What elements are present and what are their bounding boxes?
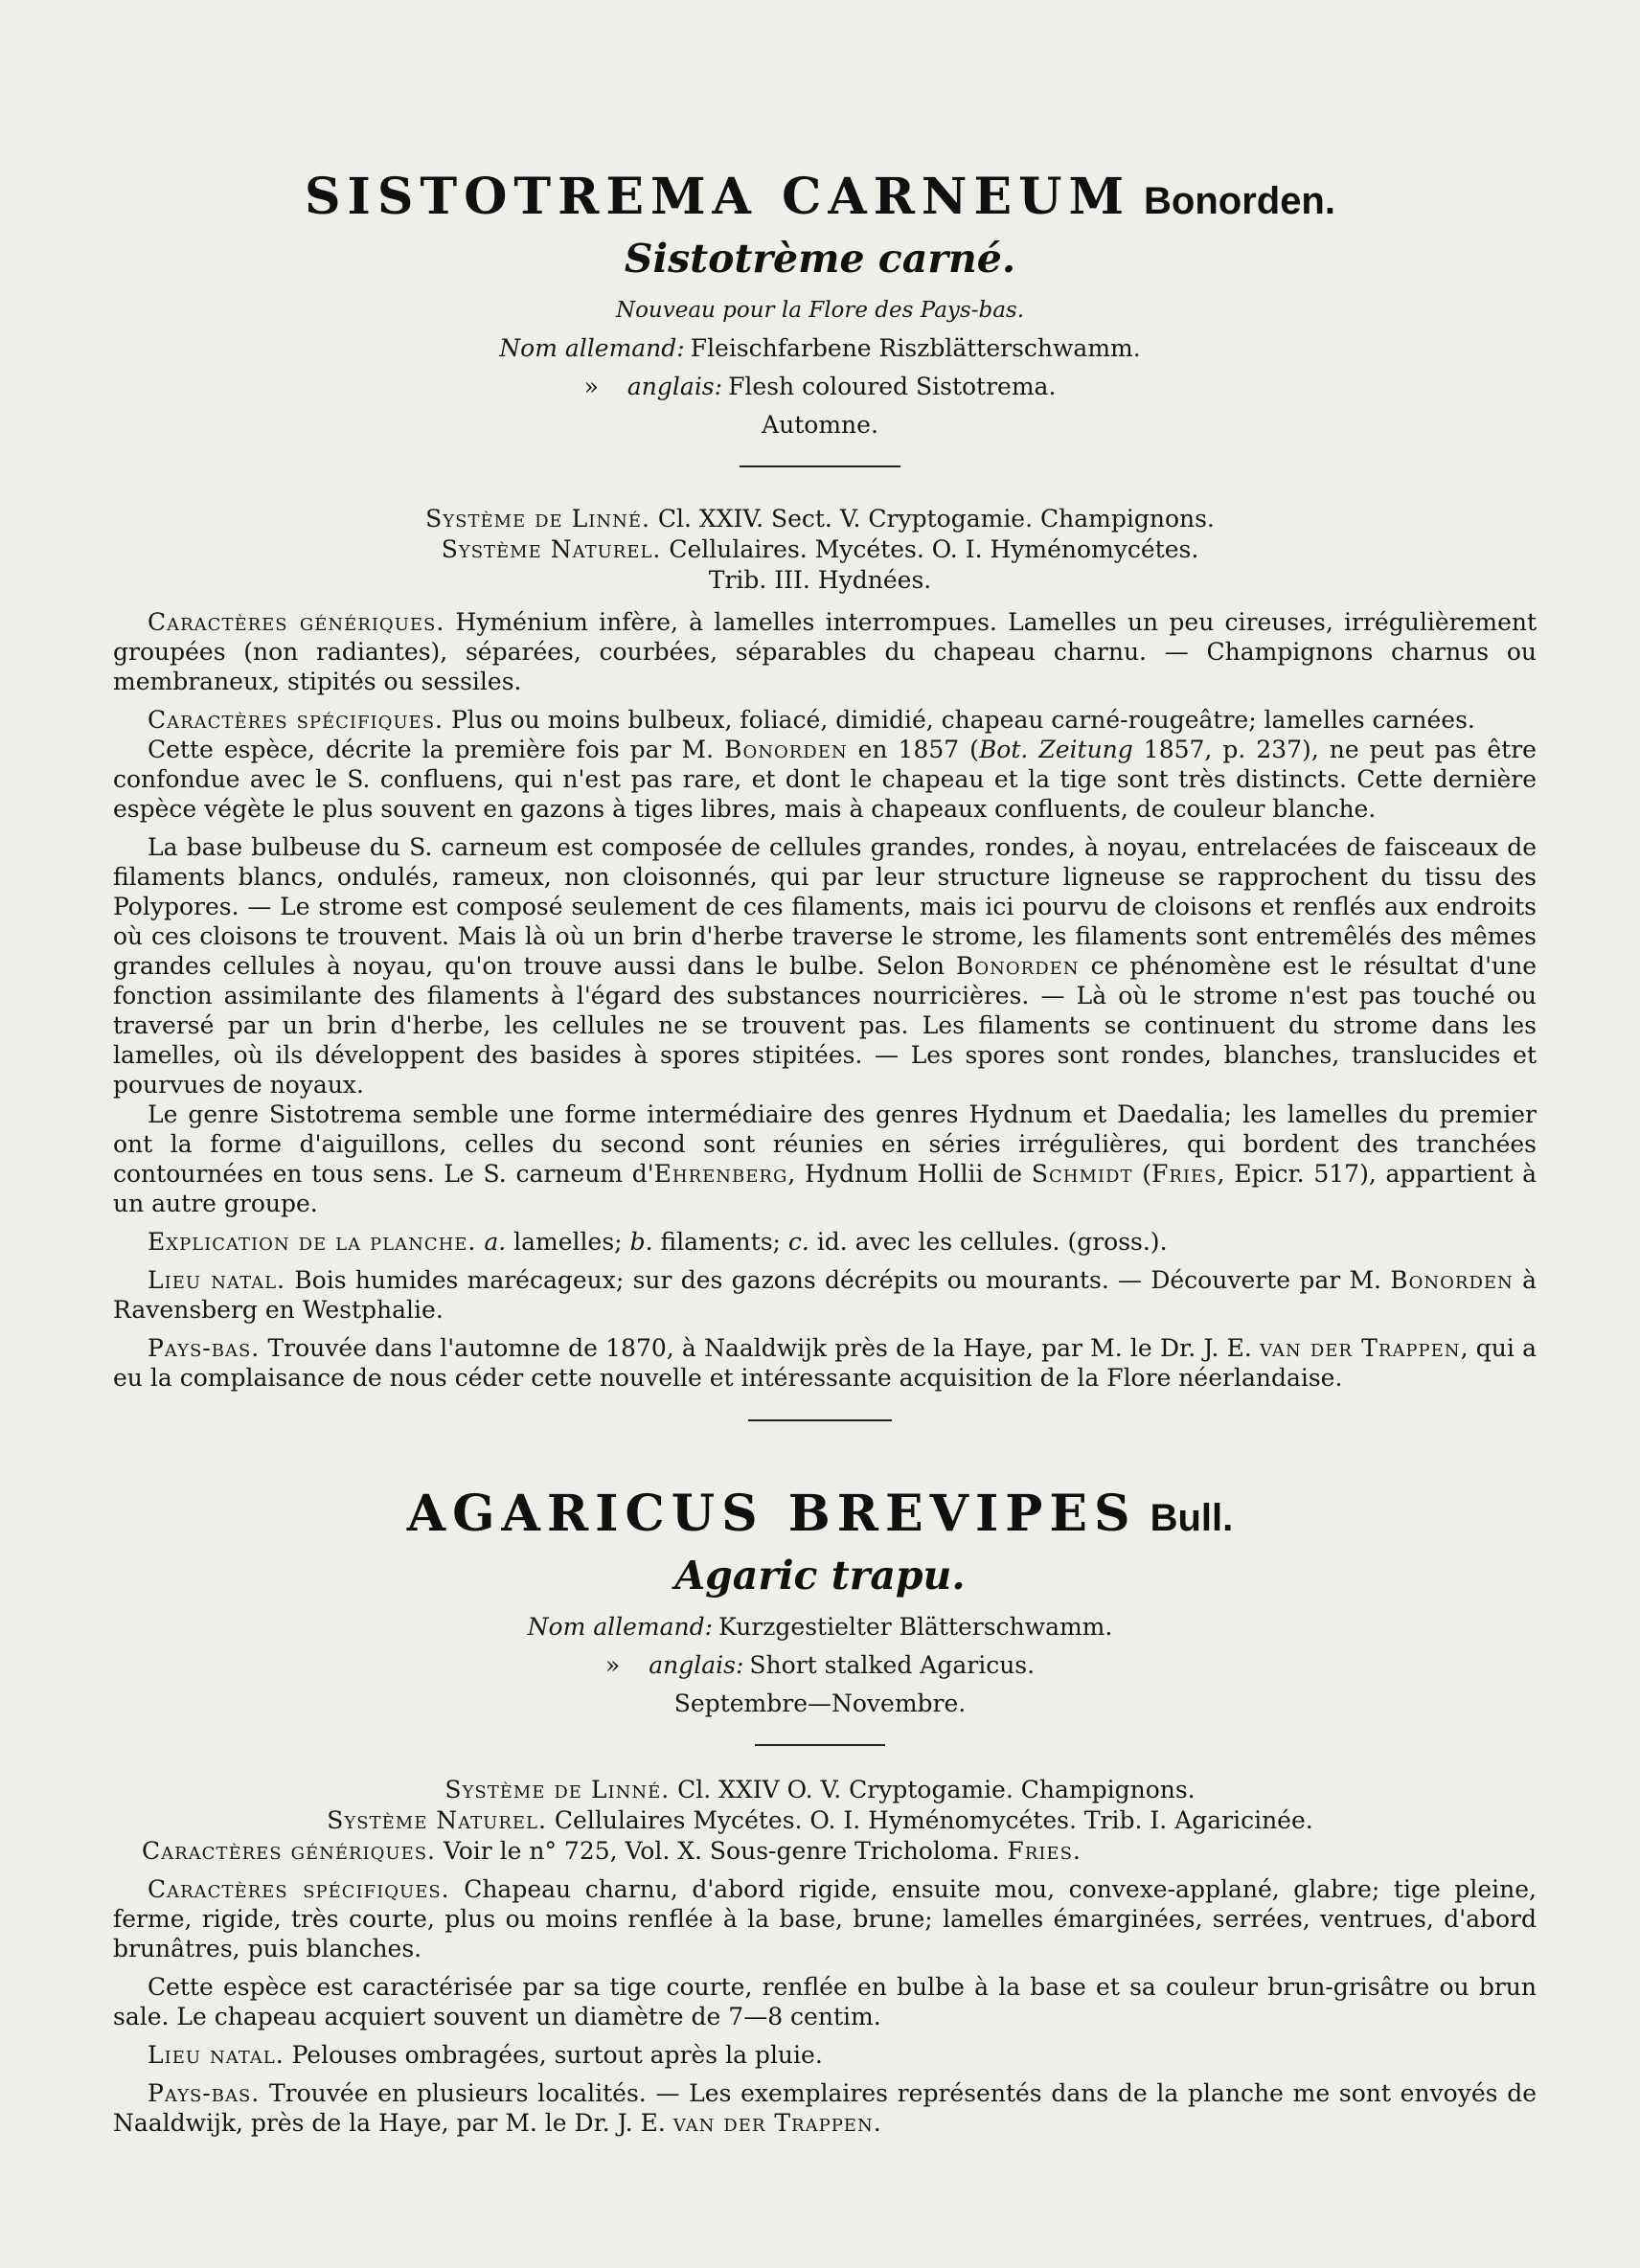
paragraph-description: Cette espèce, décrite la première fois par M. Bonorden en 1857 (Bot. Zeitung 1857, p. 237), ne peut pas être confondue avec le S. confluens, qui n'est pas rare, et dont le chapeau et la tige sont très distincts. Cette dernière espèce végète le plus souvent en gazons à tiges libres, mais à chapeaux confluents, de couleur blanche.: [113, 736, 1537, 823]
season-line: Septembre—Novembre.: [673, 1690, 967, 1717]
german-name-line: Nom allemand: Kurzgestielter Blätterschwamm.: [527, 1613, 1113, 1641]
english-name-line: » anglais: Short stalked Agaricus.: [604, 1651, 1036, 1679]
french-name: Sistotrème carné.: [624, 236, 1016, 282]
paragraph-genus: Le genre Sistotrema semble une forme intermédiaire des genres Hydnum et Daedalia; les lamelles du premier ont la forme d'aiguillons, celles du second sont réunies en séries irrégulières, qui bordent des tranchées contournées en tous sens. Le S. carneum d'Ehrenberg, Hydnum Hollii de Schmidt (Fries, Epicr. 517), appartient à un autre groupe.: [113, 1100, 1537, 1217]
article-body: [113, 607, 1537, 1393]
netherlands-record: Pays-bas. Trouvée dans l'automne de 1870, à Naaldwijk près de la Haye, par M. le Dr. J. E. van der Trappen, qui a eu la complaisance de nous céder cette nouvelle et intéressante acquisition de la Flore néerlandaise.: [113, 1334, 1537, 1392]
linne-system-line: Système de Linné. Cl. XXIV. Sect. V. Cryptogamie. Champignons.: [425, 505, 1215, 533]
divider-rule: [755, 1744, 885, 1746]
classification-block: [0, 504, 1640, 596]
natural-system-line: Système Naturel. Cellulaires. Mycétes. O. I. Hyménomycétes.: [441, 535, 1199, 563]
paragraph-description: Cette espèce est caractérisée par sa tige courte, renflée en bulbe à la base et sa couleur brun-grisâtre ou brun sale. Le chapeau acquiert souvent un diamètre de 7—8 centim.: [113, 1973, 1537, 2030]
native-habitat: Lieu natal. Pelouses ombragées, surtout après la pluie.: [148, 2041, 823, 2069]
netherlands-record: Pays-bas. Trouvée en plusieurs localités. — Les exemplaires représentés dans de la planche me sont envoyés de Naaldwijk, près de la Haye, par M. le Dr. J. E. van der Trappen.: [113, 2079, 1538, 2137]
species-name: SISTOTREMA CARNEUM: [305, 168, 1130, 226]
paragraph-structure: La base bulbeuse du S. carneum est composée de cellules grandes, rondes, à noyau, entrelacées de faisceaux de filaments blancs, ondulés, rameux, non cloisonnés, qui par leur structure ligneuse se rapprochent du tissu des Polypores. — Le strome est composé seulement de ces filaments, mais ici pourvu de cloisons et renflés aux endroits où ces cloisons te trouvent. Mais là où un brin d'herbe traverse le strome, les filaments sont entremêlés des mêmes grandes cellules à noyau, qu'on trouve aussi dans le bulbe. Selon Bonorden ce phénomène est le résultat d'une fonction assimilante des filaments à l'égard des substances nourricières. — Là où le strome n'est pas touché ou traversé par un brin d'herbe, les cellules ne se trouvent pas. Les filaments se continuent du strome dans les lamelles, où ils développent des basides à spores stipitées. — Les spores sont rondes, blanches, translucides et pourvues de noyaux.: [113, 833, 1538, 1099]
tribe-line: Trib. III. Hydnées.: [708, 566, 932, 594]
specific-characters: Caractères spécifiques. Chapeau charnu, d'abord rigide, ensuite mou, convexe-applané, glabre; tige pleine, ferme, rigide, très courte, plus ou moins renflée à la base, brune; lamelles émarginées, serrées, ventrues, d'abord brunâtres, puis blanches.: [113, 1875, 1537, 1962]
linne-system-line: Système de Linné. Cl. XXIV O. V. Cryptogamie. Champignons.: [444, 1776, 1196, 1803]
english-name-line: » anglais: Flesh coloured Sistotrema.: [583, 373, 1057, 400]
section-separator-rule: [748, 1419, 892, 1421]
german-name-line: Nom allemand: Fleischfarbene Riszblätterschwamm.: [499, 334, 1141, 362]
divider-rule: [740, 465, 900, 467]
plate-explanation: Explication de la planche. a. lamelles; b. filaments; c. id. avec les cellules. (gross.).: [148, 1228, 1168, 1256]
article-body: [113, 1836, 1537, 2138]
article-agaricus: [0, 1485, 1640, 2138]
name-block: [0, 291, 1640, 444]
species-title: [0, 168, 1640, 226]
article-sistotrema: [0, 168, 1640, 1421]
species-name: AGARICUS BREVIPES: [406, 1485, 1137, 1543]
species-author: Bonorden.: [1144, 180, 1335, 222]
native-habitat: Lieu natal. Bois humides marécageux; sur des gazons décrépits ou mourants. — Découverte par M. Bonorden à Ravensberg en Westphalie.: [113, 1266, 1537, 1324]
species-author: Bull.: [1150, 1497, 1234, 1539]
natural-system-line: Système Naturel. Cellulaires Mycétes. O. I. Hyménomycétes. Trib. I. Agaricinée.: [327, 1806, 1313, 1834]
classification-block: [0, 1775, 1640, 1836]
season-line: Automne.: [762, 411, 878, 439]
specific-characters: Caractères spécifiques. Plus ou moins bulbeux, foliacé, dimidié, chapeau carné-rougeâtre; lamelles carnées.: [148, 706, 1475, 734]
new-for-flora-note: Nouveau pour la Flore des Pays-bas.: [615, 298, 1025, 323]
generic-characters: Caractères génériques. Voir le n° 725, Vol. X. Sous-genre Tricholoma. Fries.: [142, 1837, 1082, 1865]
generic-characters: Caractères génériques. Hyménium infère, à lamelles interrompues. Lamelles un peu cireuses, irrégulièrement groupées (non radiantes), séparées, courbées, séparables du chapeau charnu. — Champignons charnus ou membraneux, stipités ou sessiles.: [113, 608, 1538, 695]
name-block: [0, 1608, 1640, 1723]
french-name: Agaric trapu.: [674, 1553, 966, 1599]
species-title: [0, 1485, 1640, 1543]
